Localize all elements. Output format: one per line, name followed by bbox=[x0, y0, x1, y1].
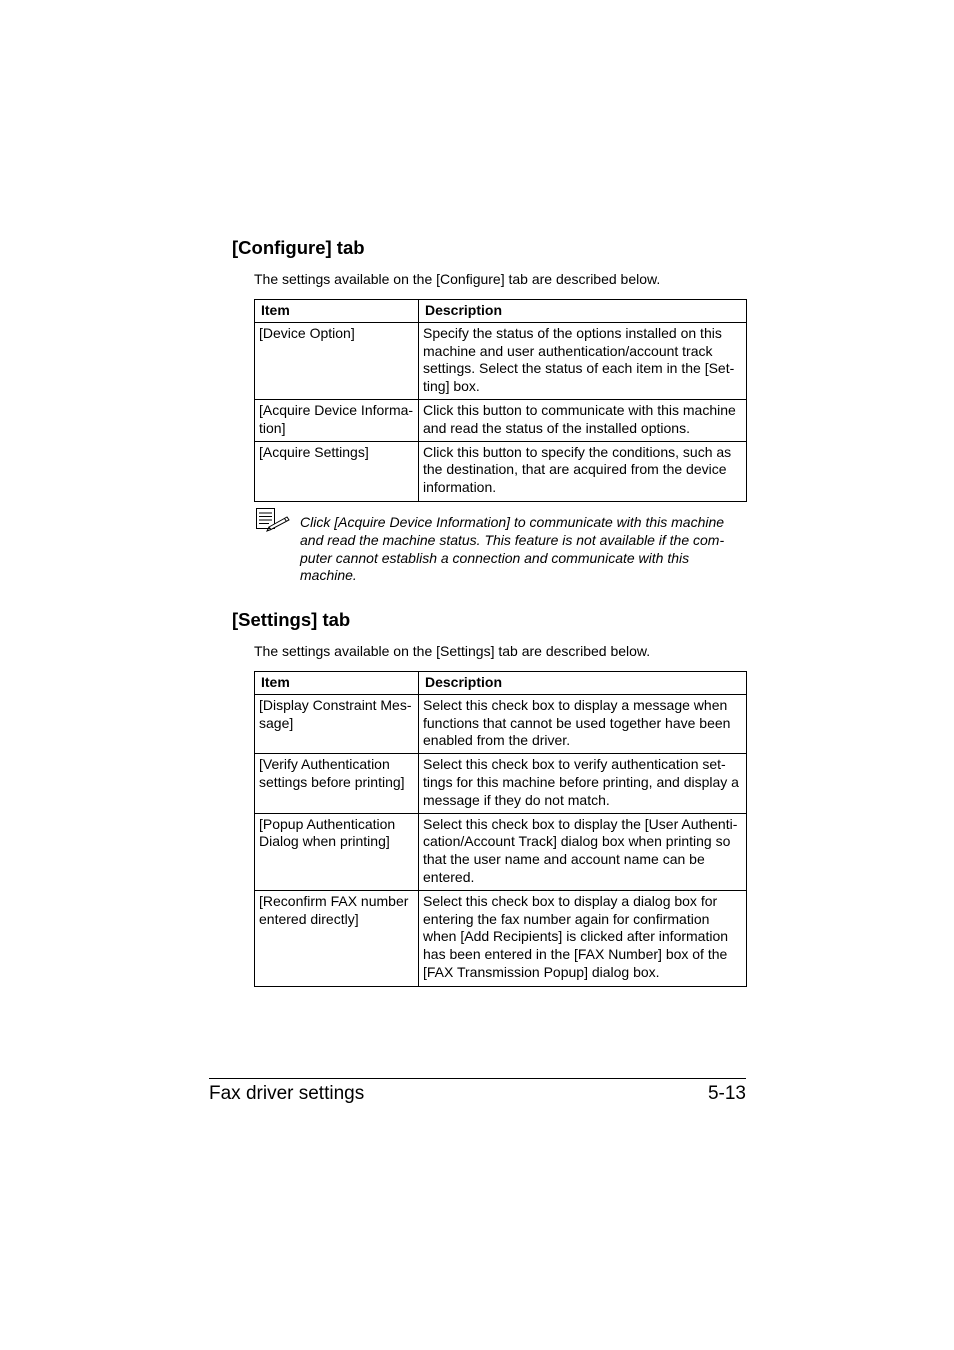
configure-settings-table bbox=[254, 299, 747, 502]
table-row bbox=[255, 813, 747, 890]
settings-table bbox=[254, 671, 747, 987]
configure-intro-text: The settings available on the [Configure] tab are described below. bbox=[254, 271, 661, 287]
item-cell: [Acquire Settings] bbox=[255, 441, 419, 501]
description-cell: Select this check box to display a message when functions that cannot be used together have been enabled from the driver. bbox=[419, 694, 747, 753]
description-cell: Click this button to communicate with this machine and read the status of the installed options. bbox=[419, 399, 747, 441]
table-header-row bbox=[255, 300, 747, 323]
note-text: Click [Acquire Device Information] to communicate with this machine and read the machine status. This feature is not available if the com-puter cannot establish a connection and communicate with this machine. bbox=[300, 514, 725, 584]
footer-divider bbox=[209, 1078, 746, 1079]
item-cell: [Popup Authentication Dialog when printing] bbox=[255, 813, 419, 890]
settings-tab-heading: [Settings] tab bbox=[232, 609, 351, 630]
table-row bbox=[255, 694, 747, 753]
item-cell: [Acquire Device Informa-tion] bbox=[255, 399, 419, 441]
item-cell: [Device Option] bbox=[255, 322, 419, 399]
table-row bbox=[255, 399, 747, 441]
item-cell: [Display Constraint Mes-sage] bbox=[255, 694, 419, 753]
footer-page-number: 5-13 bbox=[707, 1083, 746, 1104]
settings-intro-text: The settings available on the [Settings] tab are described below. bbox=[254, 643, 651, 659]
table-row bbox=[255, 754, 747, 813]
description-cell: Specify the status of the options installed on this machine and user authentication/account track settings. Select the status of each item in the [Set-ting] box. bbox=[419, 322, 747, 399]
footer-section-title: Fax driver settings bbox=[209, 1083, 365, 1104]
description-cell: Select this check box to verify authentication set-tings for this machine before printing, and display a message if they do not match. bbox=[419, 754, 747, 813]
description-cell: Select this check box to display a dialog box for entering the fax number again for confirmation when [Add Recipients] is clicked after information has been entered in the [FAX Number] box of the [FAX Transmission Popup] dialog box. bbox=[419, 890, 747, 986]
description-column-header: Description bbox=[419, 672, 747, 695]
table-row bbox=[255, 441, 747, 501]
description-cell: Select this check box to display the [User Authenti-cation/Account Track] dialog box when printing so that the user name and account name can be entered. bbox=[419, 813, 747, 890]
description-cell: Click this button to specify the conditions, such as the destination, that are acquired from the device information. bbox=[419, 441, 747, 501]
table-row bbox=[255, 890, 747, 986]
description-column-header: Description bbox=[419, 300, 747, 323]
item-column-header: Item bbox=[255, 300, 419, 323]
configure-tab-heading: [Configure] tab bbox=[232, 237, 365, 258]
table-row bbox=[255, 322, 747, 399]
note-pad-pencil-icon bbox=[255, 507, 291, 533]
item-cell: [Verify Authentication settings before printing] bbox=[255, 754, 419, 813]
item-cell: [Reconfirm FAX number entered directly] bbox=[255, 890, 419, 986]
item-column-header: Item bbox=[255, 672, 419, 695]
table-header-row bbox=[255, 672, 747, 695]
